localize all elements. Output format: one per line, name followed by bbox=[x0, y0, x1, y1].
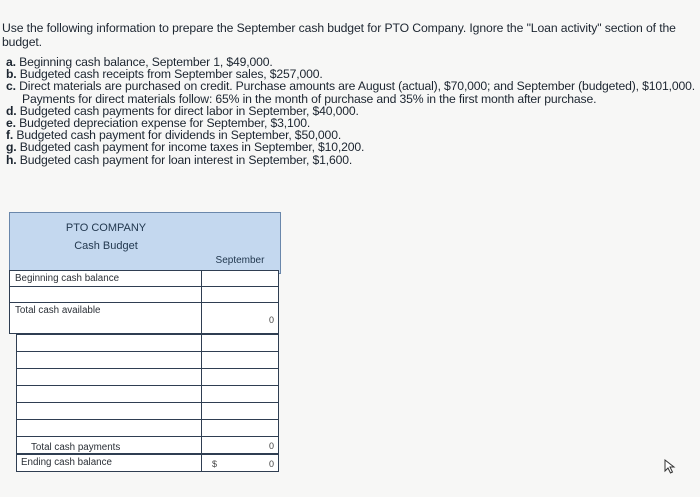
item-text: Budgeted cash payment for loan interest in September, $1,600. bbox=[19, 152, 353, 167]
item-text: Payments for direct materials follow: 65% in the month of purchase and 35% in the first month after purchase. bbox=[22, 91, 597, 106]
ending-balance-value: 0 bbox=[268, 459, 274, 469]
item-text: Budgeted cash payment for income taxes in September, $10,200. bbox=[19, 140, 365, 155]
ending-currency-symbol: $ bbox=[212, 459, 218, 469]
item-letter: e. bbox=[6, 116, 16, 131]
item-letter: b. bbox=[6, 67, 17, 82]
payment-amount-input[interactable] bbox=[201, 386, 278, 402]
payment-row bbox=[16, 351, 279, 369]
payment-amount-input[interactable] bbox=[201, 369, 278, 385]
total-payments-cell bbox=[201, 437, 278, 453]
item-text: Budgeted cash payment for dividends in September, $50,000. bbox=[16, 128, 342, 143]
payment-row bbox=[16, 402, 279, 420]
total-available-cell bbox=[201, 303, 278, 333]
payment-row bbox=[16, 368, 279, 386]
company-name: PTO COMPANY bbox=[65, 222, 147, 234]
instructions-text: Use the following information to prepare the September cash budget for PTO Company. Ignore the "Loan activity" section of the budget. bbox=[2, 21, 676, 49]
item-letter: a. bbox=[6, 55, 16, 69]
payment-amount-input[interactable] bbox=[201, 335, 278, 351]
item-text: Budgeted depreciation expense for September, $3,100. bbox=[19, 116, 311, 131]
payment-row bbox=[16, 334, 279, 352]
total-payments-label: Total cash payments bbox=[31, 442, 121, 453]
item-letter: c. bbox=[6, 79, 16, 94]
item-text: Beginning cash balance, September 1, $49,000. bbox=[19, 55, 273, 69]
item-letter: d. bbox=[6, 103, 17, 118]
beginning-balance-input[interactable] bbox=[201, 271, 278, 287]
ending-balance-label: Ending cash balance bbox=[21, 457, 112, 468]
total-available-row bbox=[9, 302, 279, 334]
payment-amount-input[interactable] bbox=[201, 352, 278, 368]
item-letter: g. bbox=[6, 140, 17, 155]
total-available-label: Total cash available bbox=[15, 305, 101, 316]
payment-row bbox=[16, 419, 279, 437]
total-payments-row bbox=[16, 436, 279, 454]
total-available-value: 0 bbox=[268, 315, 274, 325]
ending-balance-cell bbox=[201, 455, 278, 471]
item-text: Budgeted cash receipts from September sales, $257,000. bbox=[19, 67, 323, 82]
payment-row bbox=[16, 385, 279, 403]
payment-amount-input[interactable] bbox=[201, 403, 278, 419]
item-letter: h. bbox=[6, 152, 17, 167]
item-text: Budgeted cash payments for direct labor in September, $40,000. bbox=[19, 103, 359, 118]
mouse-pointer-icon bbox=[662, 458, 678, 474]
beginning-balance-label: Beginning cash balance bbox=[15, 273, 120, 284]
ending-balance-row bbox=[16, 454, 279, 472]
item-text: Direct materials are purchased on credit. Purchase amounts are August (actual), $70,000; and September (budgeted), $101,000. bbox=[19, 79, 695, 94]
budget-title-block bbox=[9, 219, 203, 255]
total-payments-value: 0 bbox=[268, 441, 274, 451]
item-letter: f. bbox=[6, 128, 14, 143]
blank-row-input[interactable] bbox=[201, 287, 278, 303]
payment-amount-input[interactable] bbox=[201, 420, 278, 436]
column-header-september: September bbox=[215, 255, 265, 266]
budget-title: Cash Budget bbox=[74, 240, 138, 252]
